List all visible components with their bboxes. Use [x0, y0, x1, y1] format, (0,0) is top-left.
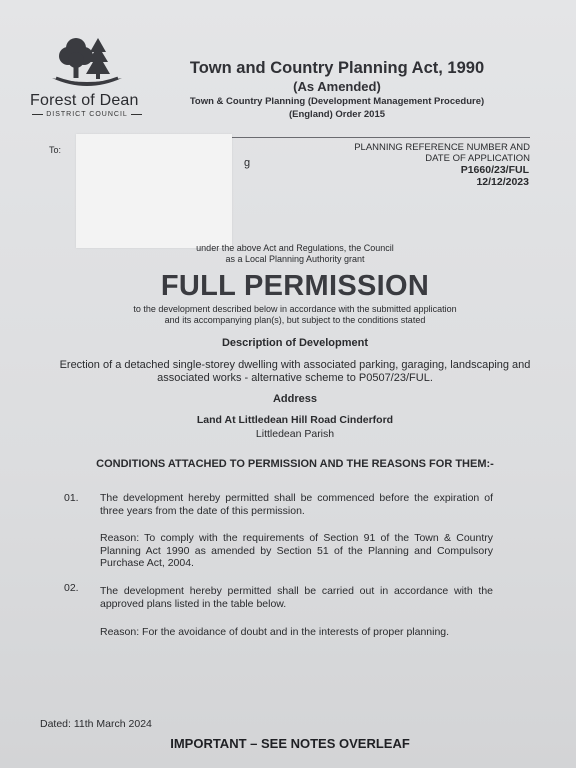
description-heading: Description of Development	[221, 337, 369, 349]
condition-text: The development hereby permitted shall be carried out in accordance with the approved plans listed in the table below.	[100, 585, 493, 610]
development-intro-2: and its accompanying plan(s), but subject to the conditions stated	[164, 315, 426, 325]
act-subtitle: (As Amended)	[293, 79, 381, 94]
grant-line-2: as a Local Planning Authority grant	[225, 254, 365, 264]
dated-line: Dated: 11th March 2024	[40, 718, 152, 730]
logo-name: Forest of Dean	[30, 92, 139, 109]
decision-title: FULL PERMISSION	[160, 270, 430, 302]
condition-reason: Reason: To comply with the requirements of Section 91 of the Town & Country Planning Act 1990 as amended by Section 51 of the Planning and Compulsory Purchase Act, 2004.	[100, 532, 493, 570]
important-notice: IMPORTANT – SEE NOTES OVERLEAF	[170, 736, 410, 751]
tree-logo-icon	[46, 34, 128, 92]
reference-label: PLANNING REFERENCE NUMBER AND DATE OF APPLICATION	[354, 142, 530, 164]
reference-number: P1660/23/FUL	[460, 164, 529, 176]
to-label: To:	[49, 145, 62, 155]
council-logo	[30, 34, 142, 118]
description-text: Erection of a detached single-storey dwelling with associated parking, garaging, landscaping and associated works - alternative scheme to P0507/23/FUL.	[59, 359, 531, 384]
condition-reason: Reason: For the avoidance of doubt and in the interests of proper planning.	[100, 626, 450, 638]
condition-text: The development hereby permitted shall be commenced before the expiration of three years from the date of this permission.	[100, 492, 493, 517]
recipient-fragment: g	[244, 157, 251, 169]
address-line-1: Land At Littledean Hill Road Cinderford	[196, 414, 394, 426]
reference-values	[340, 164, 529, 188]
condition-number: 01.	[64, 492, 79, 504]
grant-line-1: under the above Act and Regulations, the Council	[196, 243, 394, 253]
order-line-1: Town & Country Planning (Development Management Procedure)	[189, 96, 485, 107]
redacted-address-block	[76, 134, 232, 248]
address-heading: Address	[272, 393, 318, 405]
application-date: 12/12/2023	[476, 176, 529, 188]
act-title: Town and Country Planning Act, 1990	[189, 59, 485, 77]
logo-subtitle: DISTRICT COUNCIL	[32, 111, 142, 118]
conditions-heading: CONDITIONS ATTACHED TO PERMISSION AND THE REASONS FOR THEM:-	[96, 458, 494, 470]
address-line-2: Littledean Parish	[255, 428, 335, 440]
order-line-2: (England) Order 2015	[288, 109, 386, 120]
condition-number: 02.	[64, 582, 79, 594]
development-intro-1: to the development described below in accordance with the submitted application	[133, 304, 457, 314]
